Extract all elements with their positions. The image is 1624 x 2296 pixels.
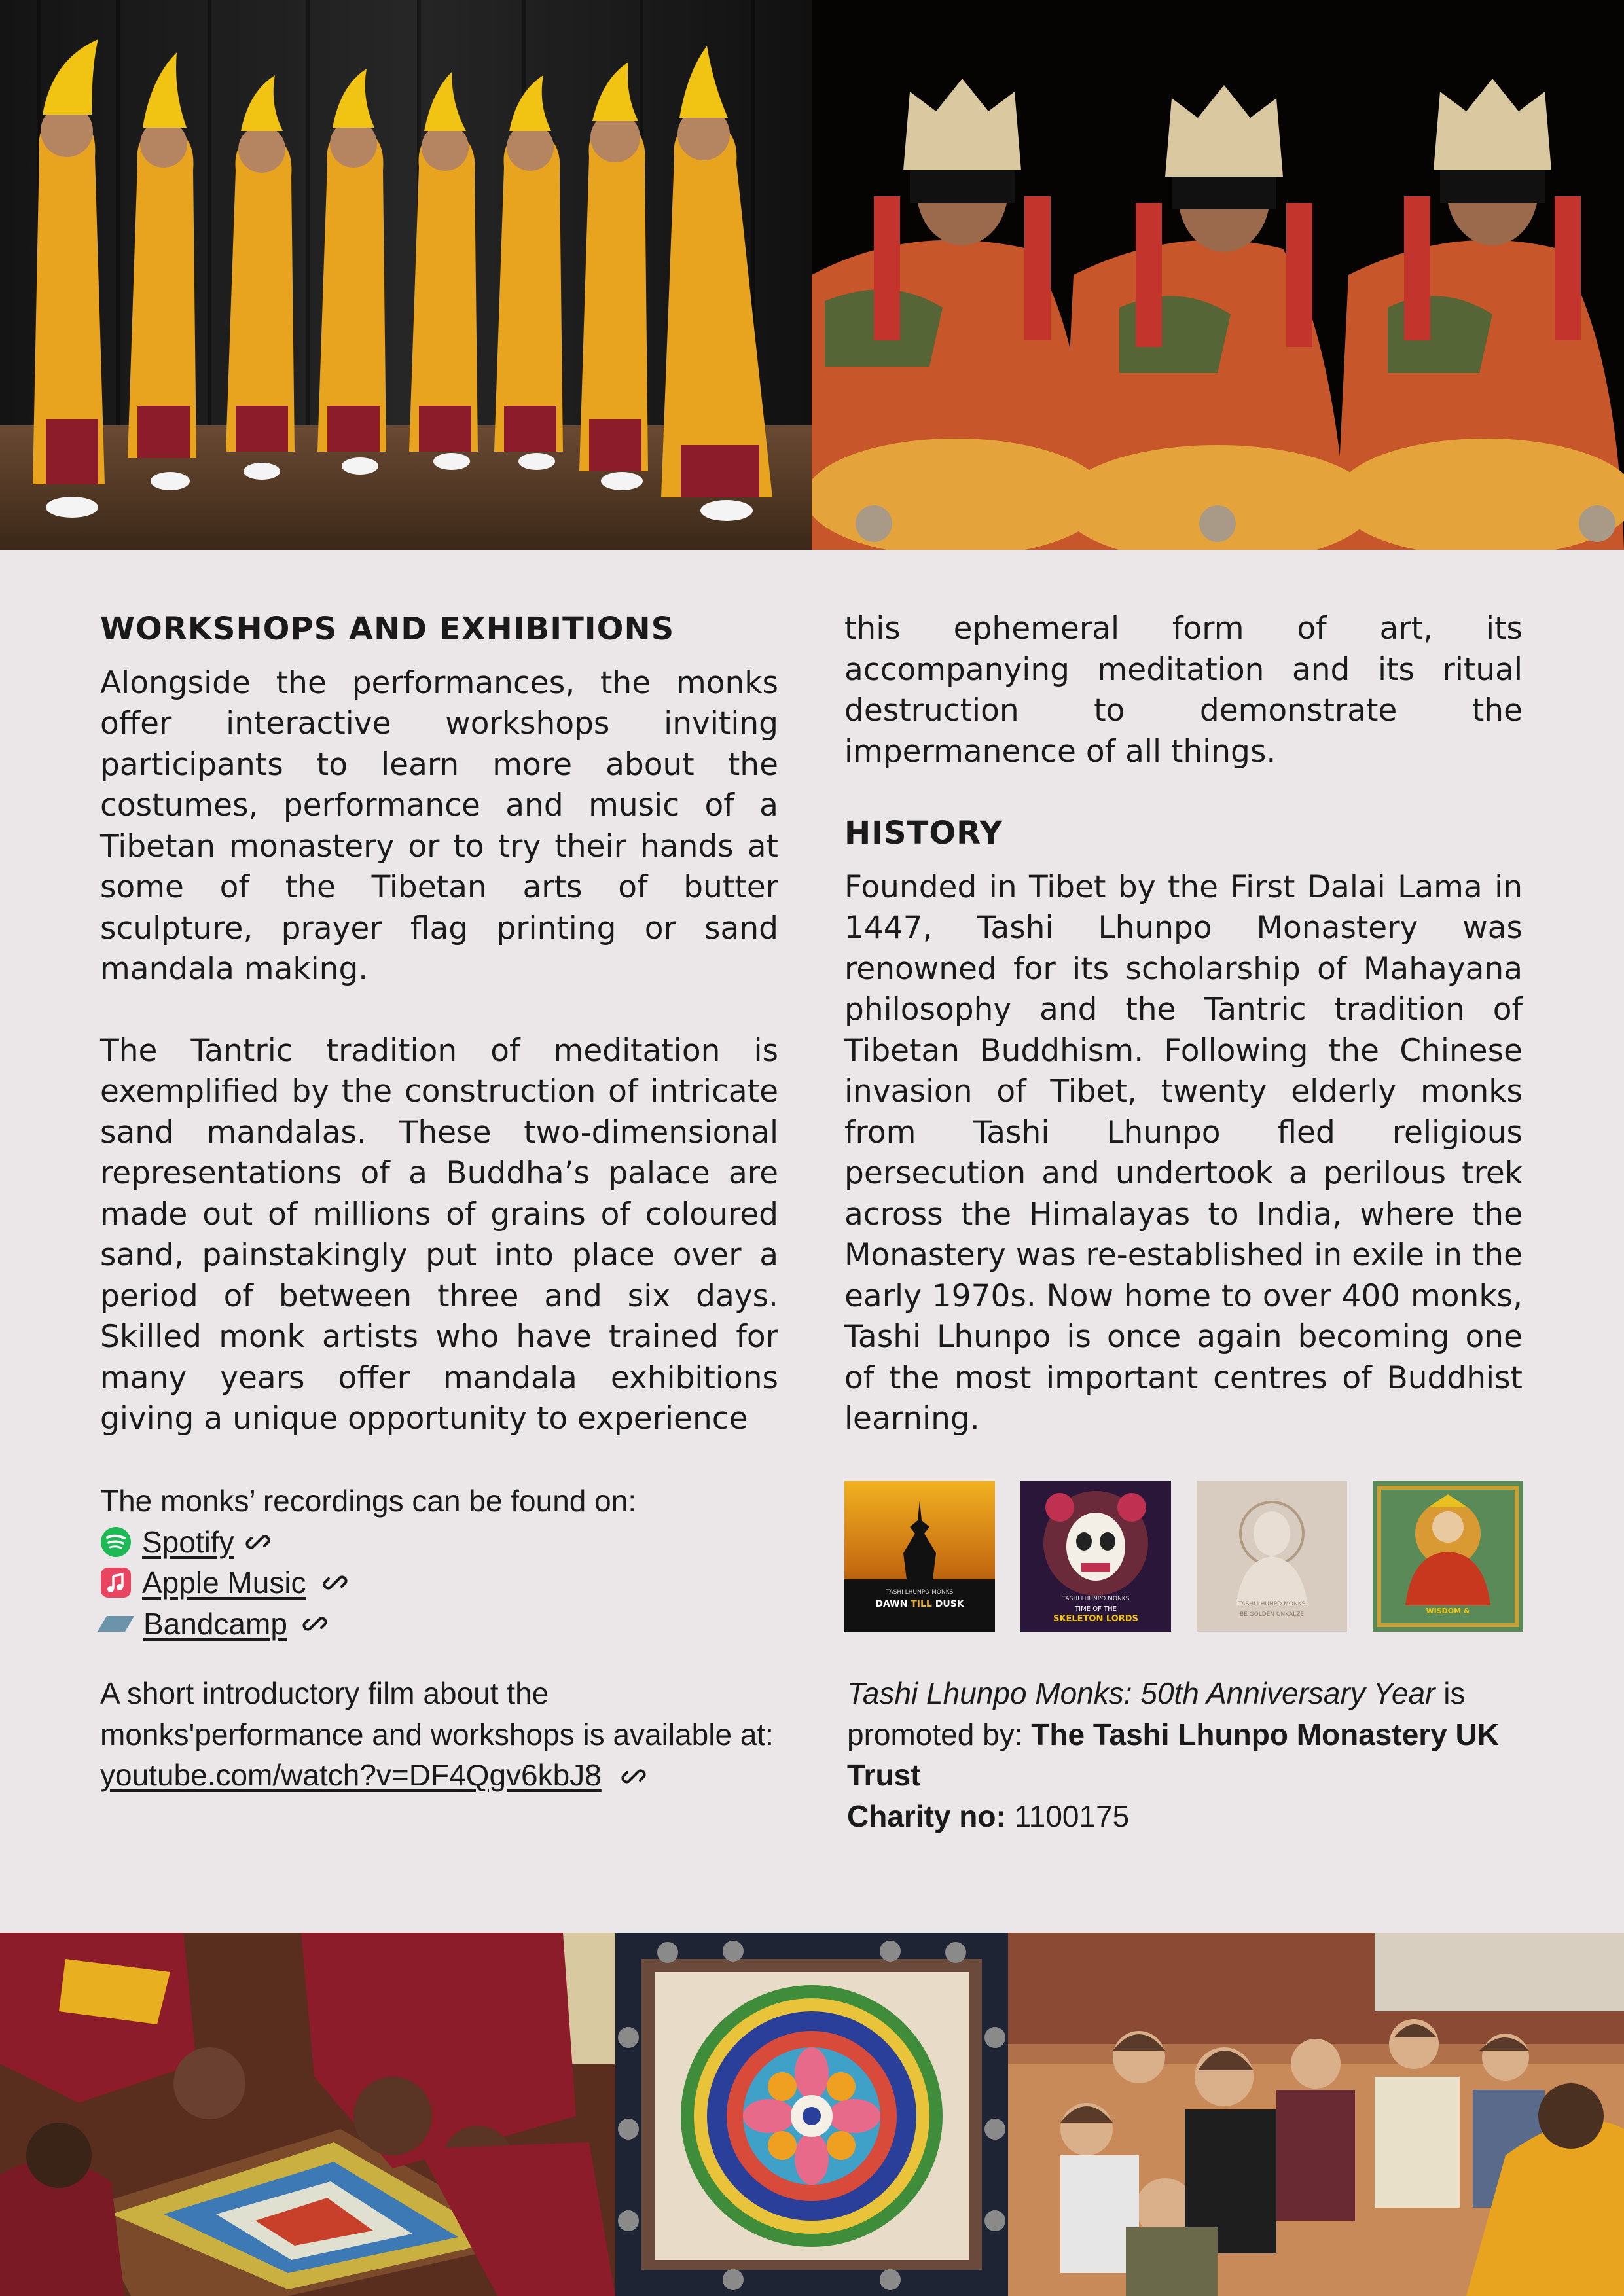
svg-text:TASHI LHUNPO MONKS: TASHI LHUNPO MONKS [886, 1589, 954, 1596]
promo-title: Tashi Lhunpo Monks: 50th Anniversary Year [847, 1676, 1435, 1710]
svg-text:BE GOLDEN UNKALZE: BE GOLDEN UNKALZE [1239, 1611, 1305, 1618]
album-cover-skeleton-lords [1020, 1481, 1171, 1632]
svg-text:SKELETON LORDS: SKELETON LORDS [1053, 1614, 1138, 1624]
link-chain-icon [302, 1611, 328, 1637]
workshops-paragraph-2: The Tantric tradition of meditation is exemplified by the construction of intricate sand mandalas. These two-dimensional representations of a Buddha’s palace are made out of millions of grains of coloured sand, painstakingly put into place over a period of between three and six days. Skilled monk artists who have trained for many years offer mandala exhibitions giving a unique opportunity to experience [100, 1032, 778, 1437]
workshops-heading: WORKSHOPS AND EXHIBITIONS [100, 611, 675, 647]
album-cover-wisdom [1373, 1481, 1523, 1632]
charity-label: Charity no: [847, 1799, 1006, 1833]
bandcamp-link-row[interactable] [100, 1604, 794, 1645]
svg-text:TASHI LHUNPO MONKS: TASHI LHUNPO MONKS [1238, 1601, 1306, 1607]
right-column-text [844, 609, 1523, 1440]
film-youtube-link[interactable]: youtube.com/watch?v=DF4Qgv6kbJ8 [100, 1758, 602, 1792]
apple-music-icon [100, 1567, 132, 1598]
svg-text:TASHI LHUNPO MONKS: TASHI LHUNPO MONKS [1062, 1596, 1130, 1602]
promo-is: is [1443, 1676, 1466, 1710]
spotify-link-row[interactable] [100, 1522, 794, 1563]
workshops-paragraph-1: Alongside the performances, the monks offer interactive workshops inviting participants to learn more about the costumes, performance and music of a Tibetan monastery or to try their hands at some of the Tibetan arts of butter sculpture, prayer flag printing or sand mandala making. [100, 664, 778, 987]
photo-monks-making-mandala [0, 1933, 615, 2296]
photo-monks-standing [0, 0, 812, 550]
svg-text:TIME OF THE: TIME OF THE [1075, 1605, 1117, 1613]
album-cover-buddha [1197, 1481, 1347, 1632]
spotify-link[interactable]: Spotify [142, 1524, 234, 1559]
bandcamp-link[interactable]: Bandcamp [143, 1606, 287, 1641]
svg-text:DAWN TILL DUSK: DAWN TILL DUSK [875, 1599, 964, 1609]
promo-trust-name: The Tashi Lhunpo Monastery UK Trust [847, 1717, 1499, 1792]
promo-promoted-by: promoted by: [847, 1717, 1023, 1751]
apple-music-link[interactable]: Apple Music [142, 1566, 306, 1600]
svg-text:WISDOM &: WISDOM & [1426, 1607, 1470, 1615]
workshops-paragraph-2-continued: this ephemeral form of art, its accompanying meditation and its ritual destruction to demonstrate the impermanence of all things. [844, 611, 1523, 770]
apple-music-link-row[interactable] [100, 1562, 794, 1604]
photo-monks-ceremonial [812, 0, 1624, 550]
link-chain-icon [322, 1570, 348, 1596]
bandcamp-icon [96, 1608, 135, 1640]
recordings-block [100, 1480, 794, 1644]
photo-sand-mandala [615, 1933, 1008, 2296]
promo-block [847, 1673, 1567, 1837]
charity-number: 1100175 [1014, 1799, 1130, 1833]
album-cover-dawn-till-dusk [844, 1481, 995, 1632]
link-chain-icon [621, 1763, 647, 1789]
workshops-section [100, 609, 778, 1440]
spotify-icon [100, 1526, 132, 1558]
history-paragraph: Founded in Tibet by the First Dalai Lama in 1447, Tashi Lhunpo Monastery was renowned for its scholarship of Mahayana philosophy and the Tantric tradition of Tibetan Buddhism. Following the Chinese invasion of Tibet, twenty elderly monks from Tashi Lhunpo fled religious persecution and undertook a perilous trek across the Himalayas to India, where the Monastery was re-established in exile in the early 1970s. Now home to over 400 monks, Tashi Lhunpo is once again becoming one of the most important centres of Buddhist learning. [844, 869, 1523, 1437]
film-description: A short introductory film about the monks'performance and workshops is available at: [100, 1676, 774, 1751]
photo-children-workshop [1008, 1933, 1624, 2296]
recordings-intro: The monks’ recordings can be found on: [100, 1484, 637, 1518]
film-block [100, 1673, 807, 1796]
history-heading: HISTORY [844, 815, 1003, 852]
link-chain-icon [245, 1529, 271, 1555]
